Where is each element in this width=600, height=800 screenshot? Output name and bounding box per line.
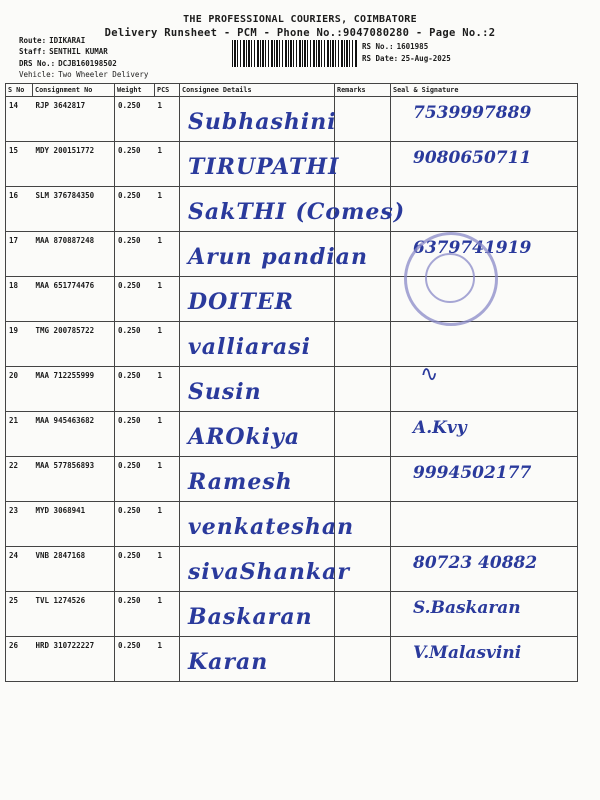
header-weight: Weight	[115, 84, 155, 97]
cell-consignment-no: MAA 945463682	[33, 412, 115, 457]
cell-consignee	[180, 142, 340, 187]
cell-consignee	[180, 97, 335, 142]
signature-handwritten: V.Malasvini	[413, 643, 522, 663]
vehicle-line	[19, 70, 148, 79]
cell-remarks	[335, 592, 391, 637]
cell-weight: 0.250	[115, 592, 155, 637]
signature-handwritten: 9994502177	[413, 463, 532, 483]
cell-sno: 17	[6, 232, 33, 277]
cell-consignee	[180, 592, 335, 637]
cell-consignee	[180, 322, 335, 367]
signature-handwritten: 80723 40882	[413, 553, 538, 573]
cell-pcs: 1	[155, 367, 180, 412]
cell-consignment-no: MDY 200151772	[33, 142, 115, 187]
cell-pcs: 1	[155, 457, 180, 502]
cell-weight: 0.250	[115, 547, 155, 592]
cell-signature	[391, 457, 578, 502]
route-label: Route:	[19, 36, 47, 45]
cell-consignment-no: MAA 651774476	[33, 277, 115, 322]
cell-pcs: 1	[155, 592, 180, 637]
cell-consignee	[180, 232, 368, 277]
cell-remarks	[335, 412, 391, 457]
signature-handwritten: A.Kvy	[413, 418, 467, 438]
cell-remarks	[335, 457, 391, 502]
cell-weight: 0.250	[115, 277, 155, 322]
cell-sno: 15	[6, 142, 33, 187]
cell-consignment-no: MAA 870887248	[33, 232, 115, 277]
cell-signature	[391, 367, 578, 412]
rs-no-line	[362, 42, 428, 51]
cell-signature	[391, 412, 578, 457]
route-value: IDIKARAI	[49, 36, 86, 45]
header-seal-signature: Seal & Signature	[391, 84, 578, 97]
staff-line	[19, 47, 108, 56]
cell-consignee	[180, 187, 406, 232]
company-title: THE PROFESSIONAL COURIERS, COIMBATORE	[183, 14, 417, 25]
consignee-name-handwritten: TIRUPATHI	[188, 154, 340, 180]
consignee-name-handwritten: Baskaran	[188, 604, 313, 630]
cell-pcs: 1	[155, 637, 180, 682]
cell-weight: 0.250	[115, 502, 155, 547]
route-line	[19, 36, 85, 45]
consignee-name-handwritten: sivaShankar	[188, 559, 351, 585]
header-consignee-details: Consignee Details	[180, 84, 335, 97]
cell-consignee	[180, 637, 335, 682]
consignee-name-handwritten: valliarasi	[188, 334, 311, 360]
cell-pcs: 1	[155, 322, 180, 367]
cell-signature	[391, 187, 578, 232]
table-row	[6, 457, 578, 502]
cell-consignment-no: MYD 3068941	[33, 502, 115, 547]
cell-sno: 14	[6, 97, 33, 142]
cell-weight: 0.250	[115, 232, 155, 277]
signature-handwritten: 7539997889	[413, 103, 532, 123]
cell-remarks	[335, 322, 391, 367]
cell-consignee	[180, 457, 335, 502]
consignee-name-handwritten: Ramesh	[188, 469, 293, 495]
drs-line	[19, 59, 117, 68]
cell-sno: 26	[6, 637, 33, 682]
cell-sno: 23	[6, 502, 33, 547]
cell-weight: 0.250	[115, 97, 155, 142]
table-header-row	[6, 84, 578, 97]
courier-seal-stamp	[404, 232, 498, 326]
cell-consignee	[180, 502, 355, 547]
cell-consignment-no: HRD 310722227	[33, 637, 115, 682]
cell-consignment-no: MAA 577856893	[33, 457, 115, 502]
vehicle-label: Vehicle:	[19, 70, 56, 79]
rs-no-value: 1601985	[396, 42, 429, 51]
cell-consignee	[180, 547, 351, 592]
header-sno: S No	[6, 84, 33, 97]
cell-signature	[391, 97, 578, 142]
cell-sno: 18	[6, 277, 33, 322]
cell-pcs: 1	[155, 97, 180, 142]
cell-remarks	[335, 277, 391, 322]
table-row	[6, 412, 578, 457]
cell-pcs: 1	[155, 232, 180, 277]
rs-date-value: 25-Aug-2025	[401, 54, 451, 63]
cell-weight: 0.250	[115, 637, 155, 682]
cell-sno: 20	[6, 367, 33, 412]
cell-pcs: 1	[155, 187, 180, 232]
cell-pcs: 1	[155, 412, 180, 457]
cell-consignment-no: MAA 712255999	[33, 367, 115, 412]
table-row	[6, 547, 578, 592]
cell-sno: 21	[6, 412, 33, 457]
cell-consignment-no: SLM 376784350	[33, 187, 115, 232]
runsheet-title: Delivery Runsheet - PCM - Phone No.:9047080280 - Page No.:2	[104, 27, 496, 39]
cell-remarks	[335, 187, 391, 232]
cell-sno: 25	[6, 592, 33, 637]
cell-consignment-no: RJP 3642817	[33, 97, 115, 142]
cell-sno: 16	[6, 187, 33, 232]
table-row	[6, 367, 578, 412]
staff-value: SENTHIL KUMAR	[49, 47, 108, 56]
cell-remarks	[335, 637, 391, 682]
cell-pcs: 1	[155, 277, 180, 322]
cell-signature	[391, 502, 578, 547]
cell-signature	[391, 142, 578, 187]
consignee-name-handwritten: SakTHI (Comes)	[188, 199, 406, 225]
cell-consignee	[180, 277, 335, 322]
consignee-name-handwritten: Karan	[188, 649, 269, 675]
consignee-name-handwritten: venkateshan	[188, 514, 355, 540]
cell-signature	[391, 322, 578, 367]
cell-signature	[391, 637, 578, 682]
cell-consignment-no: TVL 1274526	[33, 592, 115, 637]
consignee-name-handwritten: DOITER	[188, 289, 294, 315]
cell-sno: 22	[6, 457, 33, 502]
cell-remarks	[335, 97, 391, 142]
consignee-name-handwritten: Susin	[188, 379, 262, 405]
drs-label: DRS No.:	[19, 59, 56, 68]
header-consignment-no: Consignment No	[33, 84, 115, 97]
table-row	[6, 592, 578, 637]
signature-handwritten: 6379741919	[413, 238, 532, 258]
table-row	[6, 322, 578, 367]
cell-remarks	[335, 502, 391, 547]
cell-pcs: 1	[155, 547, 180, 592]
header-pcs: PCS	[155, 84, 180, 97]
rs-date-label: RS Date:	[362, 54, 399, 63]
consignee-name-handwritten: AROkiya	[188, 424, 301, 450]
cell-weight: 0.250	[115, 322, 155, 367]
cell-remarks	[335, 547, 391, 592]
vehicle-value: Two Wheeler Delivery	[58, 70, 149, 79]
cell-remarks	[335, 142, 391, 187]
cell-consignment-no: TMG 200785722	[33, 322, 115, 367]
consignee-name-handwritten: Arun pandian	[188, 244, 368, 270]
consignee-name-handwritten: Subhashini	[188, 109, 337, 135]
signature-handwritten: S.Baskaran	[413, 598, 521, 618]
cell-weight: 0.250	[115, 187, 155, 232]
cell-consignee	[180, 412, 335, 457]
table-row	[6, 142, 578, 187]
table-row	[6, 97, 578, 142]
cell-pcs: 1	[155, 142, 180, 187]
cell-consignment-no: VNB 2847168	[33, 547, 115, 592]
rs-no-label: RS No.:	[362, 42, 394, 51]
cell-signature	[391, 547, 578, 592]
cell-sno: 19	[6, 322, 33, 367]
cell-remarks	[335, 367, 391, 412]
header-remarks: Remarks	[335, 84, 391, 97]
cell-signature	[391, 592, 578, 637]
staff-label: Staff:	[19, 47, 47, 56]
runsheet-table	[5, 83, 578, 682]
cell-consignee	[180, 367, 335, 412]
drs-value: DCJB160198502	[58, 59, 117, 68]
cell-weight: 0.250	[115, 412, 155, 457]
signature-scribble: ∿	[420, 362, 439, 387]
cell-sno: 24	[6, 547, 33, 592]
cell-remarks	[335, 232, 391, 277]
table-row	[6, 502, 578, 547]
rs-date-line	[362, 54, 451, 63]
table-row	[6, 187, 578, 232]
cell-weight: 0.250	[115, 367, 155, 412]
cell-weight: 0.250	[115, 142, 155, 187]
signature-handwritten: 9080650711	[413, 148, 532, 168]
cell-weight: 0.250	[115, 457, 155, 502]
barcode	[232, 40, 357, 67]
cell-pcs: 1	[155, 502, 180, 547]
table-row	[6, 637, 578, 682]
